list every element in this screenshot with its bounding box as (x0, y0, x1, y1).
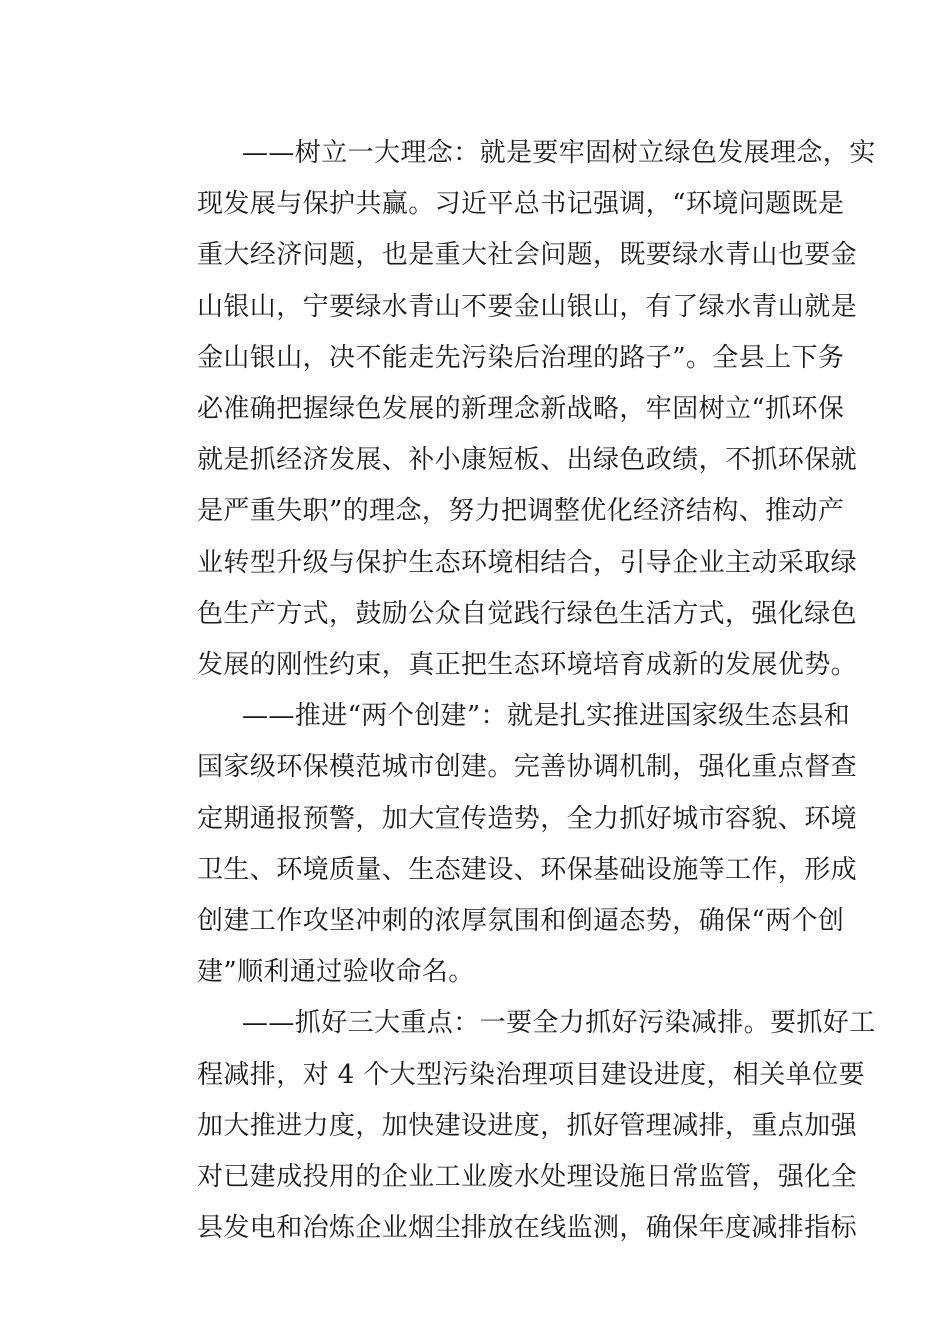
text-line: 程减排，对 4 个大型污染治理项目建设进度，相关单位要 (197, 1059, 865, 1090)
text-line: 金山银山，决不能走先污染后治理的路子”。全县上下务 (197, 342, 845, 373)
text-line: 必准确把握绿色发展的新理念新战略，牢固树立“抓环保 (197, 394, 845, 425)
text-line: 定期通报预警，加大宣传造势，全力抓好城市容貌、环境 (197, 803, 858, 834)
text-line: 就是抓经济发展、补小康短板、出绿色政绩，不抓环保就 (197, 445, 858, 476)
text-line: ——推进“两个创建”：就是扎实推进国家级生态县和 (242, 701, 851, 732)
text-line: 现发展与保护共赢。习近平总书记强调，“环境问题既是 (197, 189, 845, 220)
text-line: 县发电和冶炼企业烟尘排放在线监测，确保年度减排指标 (197, 1213, 858, 1244)
paragraph-green-development (145, 128, 876, 691)
text-line: ——抓好三大重点：一要全力抓好污染减排。要抓好工 (242, 1008, 876, 1039)
text-line: 对已建成投用的企业工业废水处理设施日常监管，强化全 (197, 1162, 858, 1193)
text-line: 国家级环保模范城市创建。完善协调机制，强化重点督查 (197, 752, 858, 783)
text-line: 业转型升级与保护生态环境相结合，引导企业主动采取绿 (197, 547, 858, 578)
text-line: 建”顺利通过验收命名。 (197, 957, 475, 988)
text-line: 是严重失职”的理念，努力把调整优化经济结构、推动产 (197, 496, 845, 527)
paragraph-two-creations (145, 691, 858, 998)
paragraph-three-priorities (145, 998, 876, 1254)
text-line: 创建工作攻坚冲刺的浓厚氛围和倒逼态势，确保“两个创 (197, 906, 845, 937)
text-line: ——树立一大理念：就是要牢固树立绿色发展理念，实 (242, 138, 876, 168)
text-line: 色生产方式，鼓励公众自觉践行绿色生活方式，强化绿色 (197, 598, 858, 629)
text-line: 发展的刚性约束，真正把生态环境培育成新的发展优势。 (197, 650, 858, 681)
document-body (145, 128, 876, 1254)
text-line: 卫生、环境质量、生态建设、环保基础设施等工作，形成 (197, 854, 858, 885)
text-line: 重大经济问题，也是重大社会问题，既要绿水青山也要金 (197, 240, 858, 271)
text-line: 加大推进力度，加快建设进度，抓好管理减排，重点加强 (197, 1110, 858, 1141)
text-line: 山银山，宁要绿水青山不要金山银山，有了绿水青山就是 (197, 291, 858, 322)
